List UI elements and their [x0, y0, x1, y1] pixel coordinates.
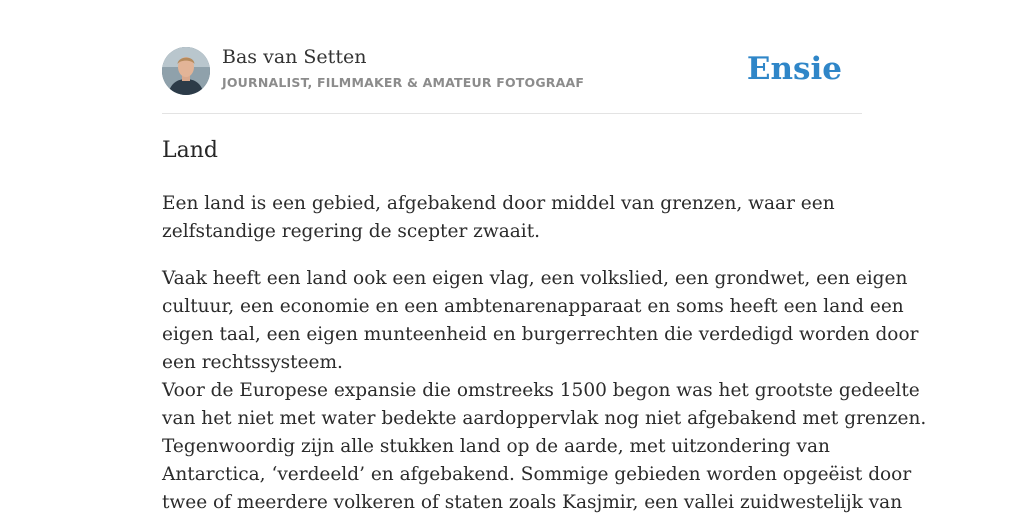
paragraph-line: van het niet met water bedekte aardoppervlak nog niet afgebakend met grenzen. [162, 408, 927, 429]
paragraph-line: twee of meerdere volkeren of staten zoals Kasjmir, een vallei zuidwestelijk van [162, 492, 903, 513]
author-name[interactable]: Bas van Setten [222, 46, 367, 68]
article-title: Land [162, 138, 218, 163]
article-paragraph-1 [162, 190, 862, 246]
paragraph-line: zelfstandige regering de scepter zwaait. [162, 221, 541, 242]
paragraph-line: Voor de Europese expansie die omstreeks 1500 begon was het grootste gedeelte [162, 380, 920, 401]
paragraph-line: een rechtssysteem. [162, 352, 343, 373]
avatar-illustration [162, 47, 210, 95]
ensie-logo[interactable]: Ensie [746, 51, 842, 87]
author-header [162, 0, 862, 114]
paragraph-line: Een land is een gebied, afgebakend door middel van grenzen, waar een [162, 193, 835, 214]
article-paragraph-2 [162, 265, 927, 517]
person-avatar-icon[interactable] [162, 47, 210, 95]
author-role: JOURNALIST, FILMMAKER & AMATEUR FOTOGRAAF [222, 75, 585, 90]
page-container [162, 0, 927, 513]
paragraph-line: eigen taal, een eigen munteenheid en burgerrechten die verdedigd worden door [162, 324, 919, 345]
paragraph-line: Antarctica, ‘verdeeld’ en afgebakend. Sommige gebieden worden opgeëist door [162, 464, 912, 485]
paragraph-line: Vaak heeft een land ook een eigen vlag, een volkslied, een grondwet, een eigen [162, 268, 908, 289]
paragraph-line: cultuur, een economie en een ambtenarenapparaat en soms heeft een land een [162, 296, 904, 317]
paragraph-line: Tegenwoordig zijn alle stukken land op de aarde, met uitzondering van [162, 436, 830, 457]
